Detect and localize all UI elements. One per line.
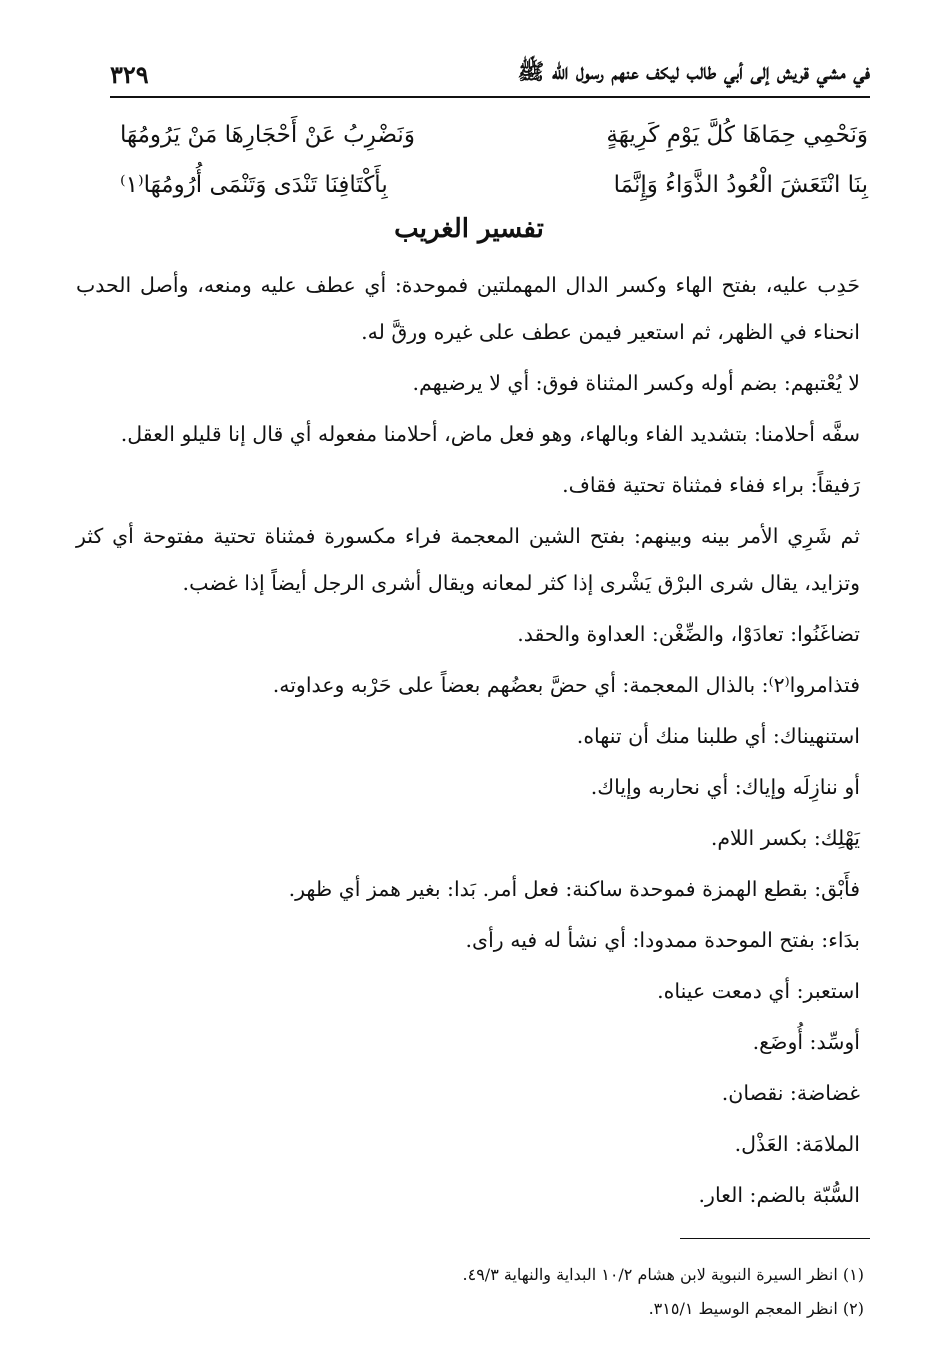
- verse-line: [120, 110, 868, 160]
- glossary-entry: فتذامروا⁽٢⁾: بالذال المعجمة: أي حضَّ بعضُهم بعضاً على حَرْبه وعداوته.: [272, 673, 860, 697]
- verse-second-hemistich: بِأَكْتَافِنَا تَنْدَى وَتَنْمَى أُرُومُهَا⁽١⁾: [120, 172, 388, 198]
- glossary-entry: تضاغَنُوا: تعادَوْا، والضِّغْن: العداوة والحقد.: [517, 622, 860, 646]
- glossary-entry: يَهْلِك: بكسر اللام.: [710, 826, 860, 850]
- verse-second-hemistich: وَنَضْرِبُ عَنْ أَحْجَارِهَا مَنْ يَرُومُهَا: [120, 122, 415, 148]
- glossary-entry: غضاضة: نقصان.: [721, 1081, 860, 1105]
- glossary-entry: أو ننازِلَه وإياك: أي نحاربه وإياك.: [590, 775, 860, 799]
- glossary-entry: أوسِّد: أُوضَع.: [752, 1030, 860, 1054]
- verse-first-hemistich: بِنَا انْتَعَشَ الْعُودُ الذَّوَاءُ وَإِنَّمَا: [613, 172, 868, 198]
- footnote-divider: [680, 1238, 870, 1239]
- glossary-entry: لا يُعْتبهم: بضم أوله وكسر المثناة فوق: أي لا يرضيهم.: [412, 371, 860, 395]
- glossary-entry: استنهيناك: أي طلبنا منك أن تنهاه.: [576, 724, 860, 748]
- glossary-entry: فأَبْق: بقطع الهمزة فموحدة ساكنة: فعل أمر. بَدا: بغير همز أي ظهر.: [288, 877, 860, 901]
- verse-line: [120, 160, 868, 210]
- poem-verses: [120, 110, 868, 210]
- glossary-entry: حَدِب عليه، بفتح الهاء وكسر الدال المهملتين فموحدة: أي عطف عليه ومنعه، وأصل الحدب انحناء في الظهر، ثم استعير فيمن عطف على غيره ورقَّ له.: [76, 273, 860, 344]
- page-number: ٣٢٩: [110, 59, 149, 89]
- section-heading: تفسير الغريب: [394, 214, 544, 244]
- glossary-entry: سفَّه أحلامنا: بتشديد الفاء وبالهاء، وهو فعل ماض، أحلامنا مفعوله أي قال إنا قليلو العقل.: [120, 422, 860, 446]
- footnote: (٢) انظر المعجم الوسيط ٣١٥/١.: [648, 1299, 864, 1318]
- glossary-entry: الملامَة: العَذْل.: [734, 1132, 860, 1156]
- footnote: (١) انظر السيرة النبوية لابن هشام ١٠/٢ البداية والنهاية ٤٩/٣.: [462, 1265, 864, 1284]
- page-header: [110, 52, 870, 98]
- glossary-entry: استعبر: أي دمعت عيناه.: [657, 979, 860, 1003]
- verse-first-hemistich: وَنَحْمِي حِمَاهَا كُلَّ يَوْمِ كَرِيهَةٍ: [606, 122, 868, 148]
- glossary-body: [76, 262, 860, 1223]
- glossary-entry: رَفيقاً: براء ففاء فمثناة تحتية فقاف.: [562, 473, 860, 497]
- footnotes: [110, 1258, 864, 1326]
- running-title: في مشي قريش إلى أبي طالب ليكف عنهم رسول الله ﷺ: [517, 59, 870, 85]
- glossary-entry: السُّبّة بالضم: العار.: [698, 1183, 860, 1207]
- glossary-entry: ثم شَرِي الأمر بينه وبينهم: بفتح الشين المعجمة فراء مكسورة فمثناة تحتية مفتوحة أي كثر وتزايد، يقال شرى البرْق يَشْرى إذا كثر لمعانه ويقال أشرى الرجل أيضاً إذا غضب.: [76, 524, 860, 595]
- glossary-entry: بدَاء: بفتح الموحدة ممدودا: أي نشأ له فيه رأى.: [465, 928, 860, 952]
